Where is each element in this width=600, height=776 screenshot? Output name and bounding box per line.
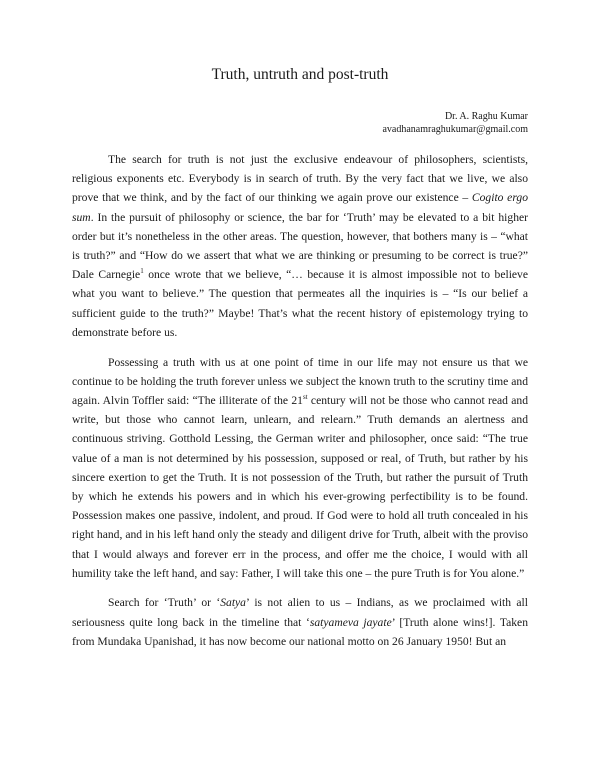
paragraph-2-text-b: century will not be those who cannot read and write, but those who cannot learn, unlearn, and relearn.” Truth demands an alertness and continuous striving. Gotthold Lessing, the German writer and philosopher, once said: “The true value of a man is not determined by his possession, supposed or real, of Truth, but rather by his sincere exertion to get the Truth. It is not possession of the Truth, but rather the pursuit of Truth by which he extends his powers and in which his ever-growing perfectibility is to be found. Possession makes one passive, indolent, and proud. If God were to hold all truth concealed in his right hand, and in his left hand only the steady and diligent drive for Truth, albeit with the proviso that I would always and forever err in the process, and offer me the choice, I would with all humility take the left hand, and say: Father, I will take this one – the pure Truth is for You alone.” (72, 393, 528, 580)
cogito-ergo-sum: Cogito ergo sum (72, 191, 528, 224)
article-body (72, 150, 528, 662)
paragraph-3-text-a: Search for ‘Truth’ or ‘ (108, 596, 221, 610)
ordinal-suffix: st (302, 393, 308, 402)
paragraph-2-text-a: Possessing a truth with us at one point of time in our life may not ensure us that we continue to be holding the truth forever unless we subject the known truth to the scrutiny time and again. Alvin Toffler said: “The illiterate of the 21 (72, 355, 528, 407)
national-motto: satyameva jayate (309, 615, 392, 629)
footnote-ref: 1 (140, 267, 144, 276)
paragraph-1-text-a: The search for truth is not just the exclusive endeavour of philosophers, scientists, religious exponents etc. Everybody is in search of truth. By the very fact that we live, we also prove that we think, and by the fact of our thinking we again prove our existence – (72, 153, 528, 205)
paragraph-3 (72, 593, 528, 651)
paragraph-3-text-b: ’ is not alien to us – Indians, as we proclaimed with all seriousness quite long back in the timeline that ‘ (72, 596, 528, 629)
paragraph-1-text-b: . In the pursuit of philosophy or science, the bar for ‘Truth’ may be elevated to a bit higher order but it’s nonetheless in the other areas. The question, however, that bothers many is – “what is truth?” and “How do we assert that what we are thinking or presuming to be correct is true?” Dale Carnegie (72, 210, 528, 282)
paragraph-3-text-c: ’ [Truth alone wins!]. Taken from Mundaka Upanishad, it has now become our national motto on 26 January 1950! But an (72, 615, 528, 648)
author-email: avadhanamraghukumar@gmail.com (382, 124, 528, 135)
author-name: Dr. A. Raghu Kumar (444, 111, 528, 122)
page-title: Truth, untruth and post-truth (211, 66, 389, 83)
satya-term: Satya (220, 596, 246, 610)
paragraph-1-text-c: once wrote that we believe, “… because it is almost impossible not to believe what you want to believe.” The question that permeates all the inquiries is – “Is our belief a sufficient guide to the truth?” Maybe! That’s what the recent history of epistemology trying to demonstrate before us. (72, 268, 529, 339)
paragraph-1 (72, 150, 528, 342)
author-block (382, 110, 528, 136)
paragraph-2 (72, 353, 528, 583)
